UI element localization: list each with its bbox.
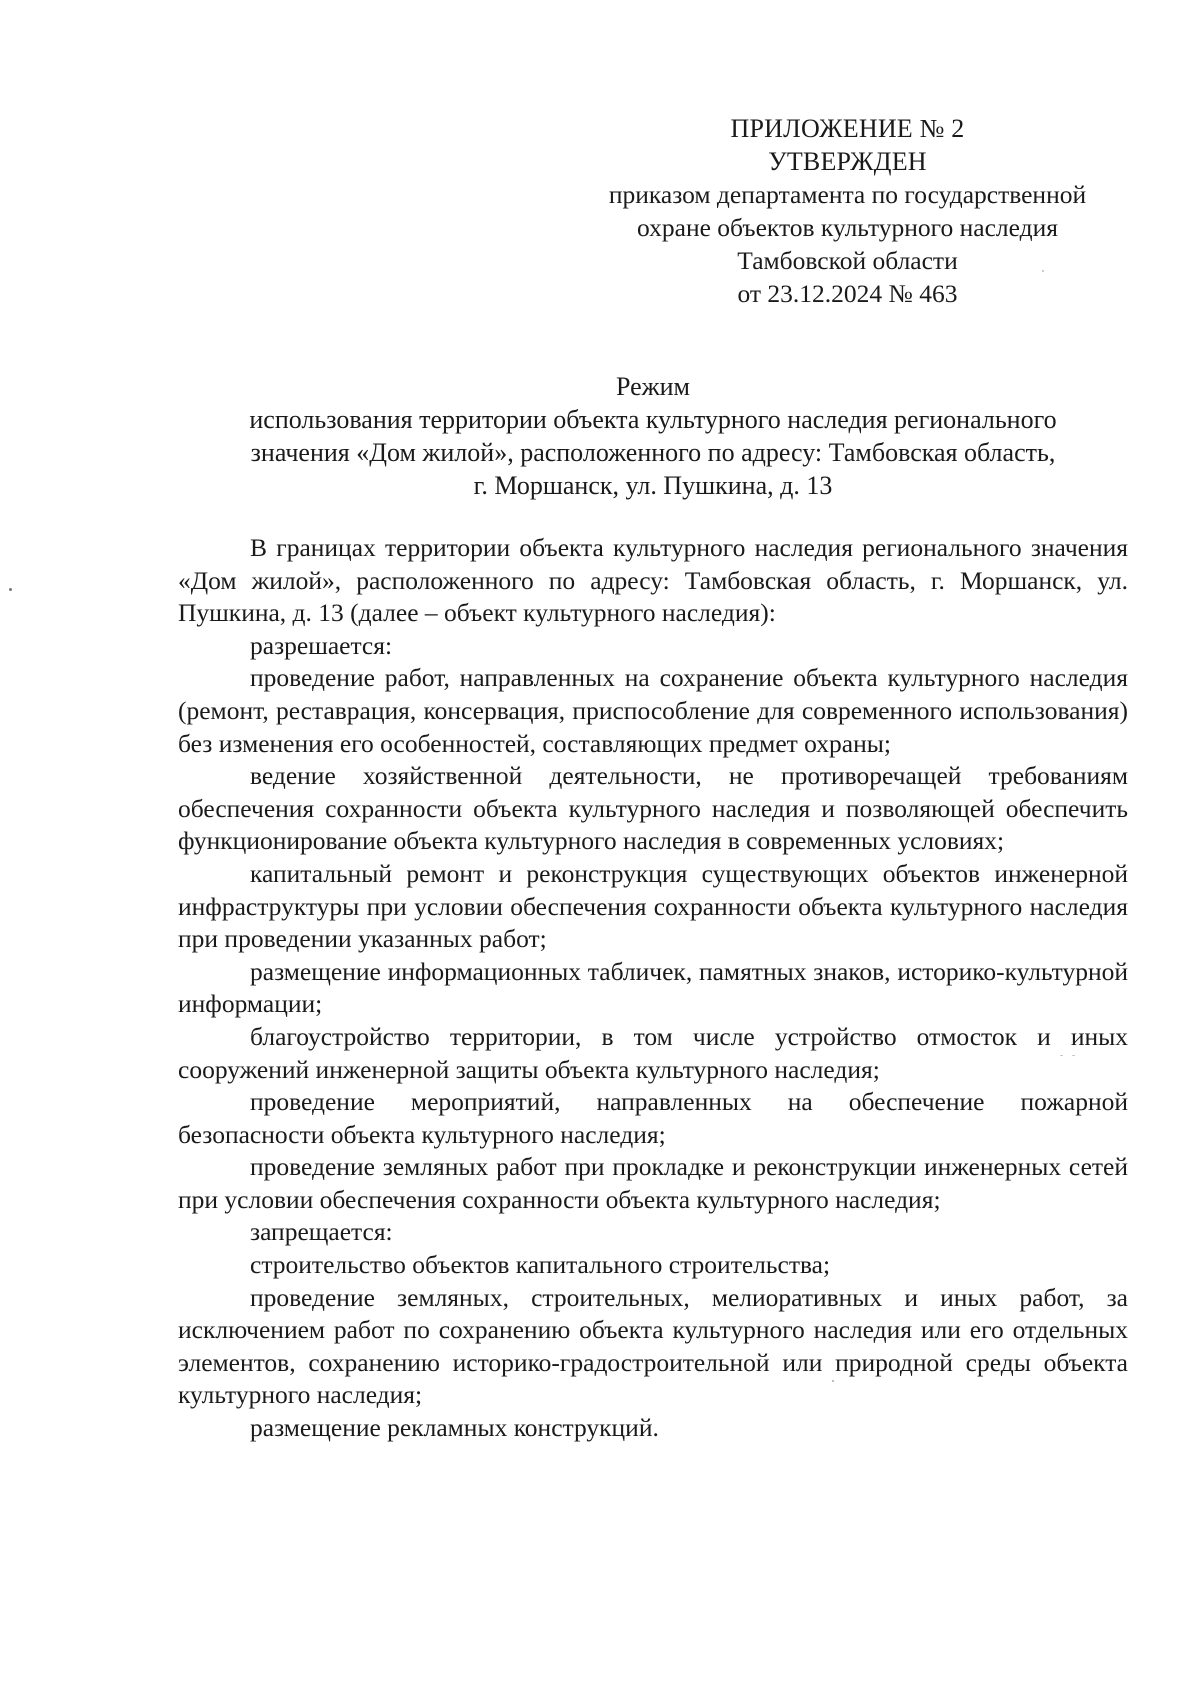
appendix-number: ПРИЛОЖЕНИЕ № 2 (730, 114, 965, 143)
approval-header (575, 112, 1120, 310)
approved-label: УТВЕРЖДЕН (768, 147, 927, 176)
scan-speck (1042, 270, 1044, 272)
allowed-item: размещение информационных табличек, памятных знаков, историко-культурной информации; (178, 956, 1128, 1019)
allowed-item: ведение хозяйственной деятельности, не противоречащей требованиям обеспечения сохранности объекта культурного наследия и позволяющей обеспечить функционирование объекта культурного наследия в современных условиях; (178, 761, 1128, 856)
title-line-1: Режим (616, 372, 690, 401)
approval-date-number: от 23.12.2024 № 463 (737, 279, 958, 308)
allowed-item: проведение мероприятий, направленных на обеспечение пожарной безопасности объекта культурного наследия; (178, 1087, 1128, 1149)
scan-speck (832, 1380, 834, 1382)
document-title (178, 370, 1128, 502)
scan-speck (1060, 1055, 1063, 1056)
title-line-3: значения «Дом жилой», расположенного по адресу: Тамбовская область, (250, 438, 1056, 467)
forbidden-heading: запрещается: (250, 1217, 393, 1247)
document-body (178, 532, 1128, 1445)
approval-line-2: охране объектов культурного наследия (637, 213, 1058, 242)
scan-speck (1072, 1055, 1075, 1056)
scan-speck (9, 588, 12, 591)
approval-line-1: приказом департамента по государственной (608, 180, 1087, 209)
allowed-heading: разрешается: (250, 630, 393, 660)
forbidden-item: проведение земляных, строительных, мелиоративных и иных работ, за исключением работ по сохранению объекта культурного наследия или его отдельных элементов, сохранению историко-градостроительной или природной среды объекта культурного наследия; (178, 1282, 1128, 1410)
allowed-item: капитальный ремонт и реконструкция существующих объектов инженерной инфраструктуры при условии обеспечения сохранности объекта культурного наследия при проведении указанных работ; (178, 858, 1128, 954)
title-line-4: г. Моршанск, ул. Пушкина, д. 13 (473, 471, 833, 500)
approval-line-3: Тамбовской области (737, 246, 958, 275)
intro-paragraph: В границах территории объекта культурного наследия регионального значения «Дом жилой», расположенного по адресу: Тамбовская область, г. Моршанск, ул. Пушкина, д. 13 (далее – объект культурного наследия): (178, 533, 1128, 628)
allowed-item: благоустройство территории, в том числе устройство отмосток и иных сооружений инженерной защиты объекта культурного наследия; (178, 1021, 1128, 1084)
allowed-item: проведение работ, направленных на сохранение объекта культурного наследия (ремонт, реставрация, консервация, приспособление для современного использования) без изменения его особенностей, составляющих предмет охраны; (178, 663, 1128, 758)
title-line-2: использования территории объекта культурного наследия регионального (249, 405, 1057, 434)
forbidden-item: строительство объектов капитального строительства; (250, 1250, 831, 1280)
allowed-item: проведение земляных работ при прокладке и реконструкции инженерных сетей при условии обеспечения сохранности объекта культурного наследия; (178, 1152, 1128, 1214)
forbidden-item: размещение рекламных конструкций. (250, 1413, 659, 1443)
